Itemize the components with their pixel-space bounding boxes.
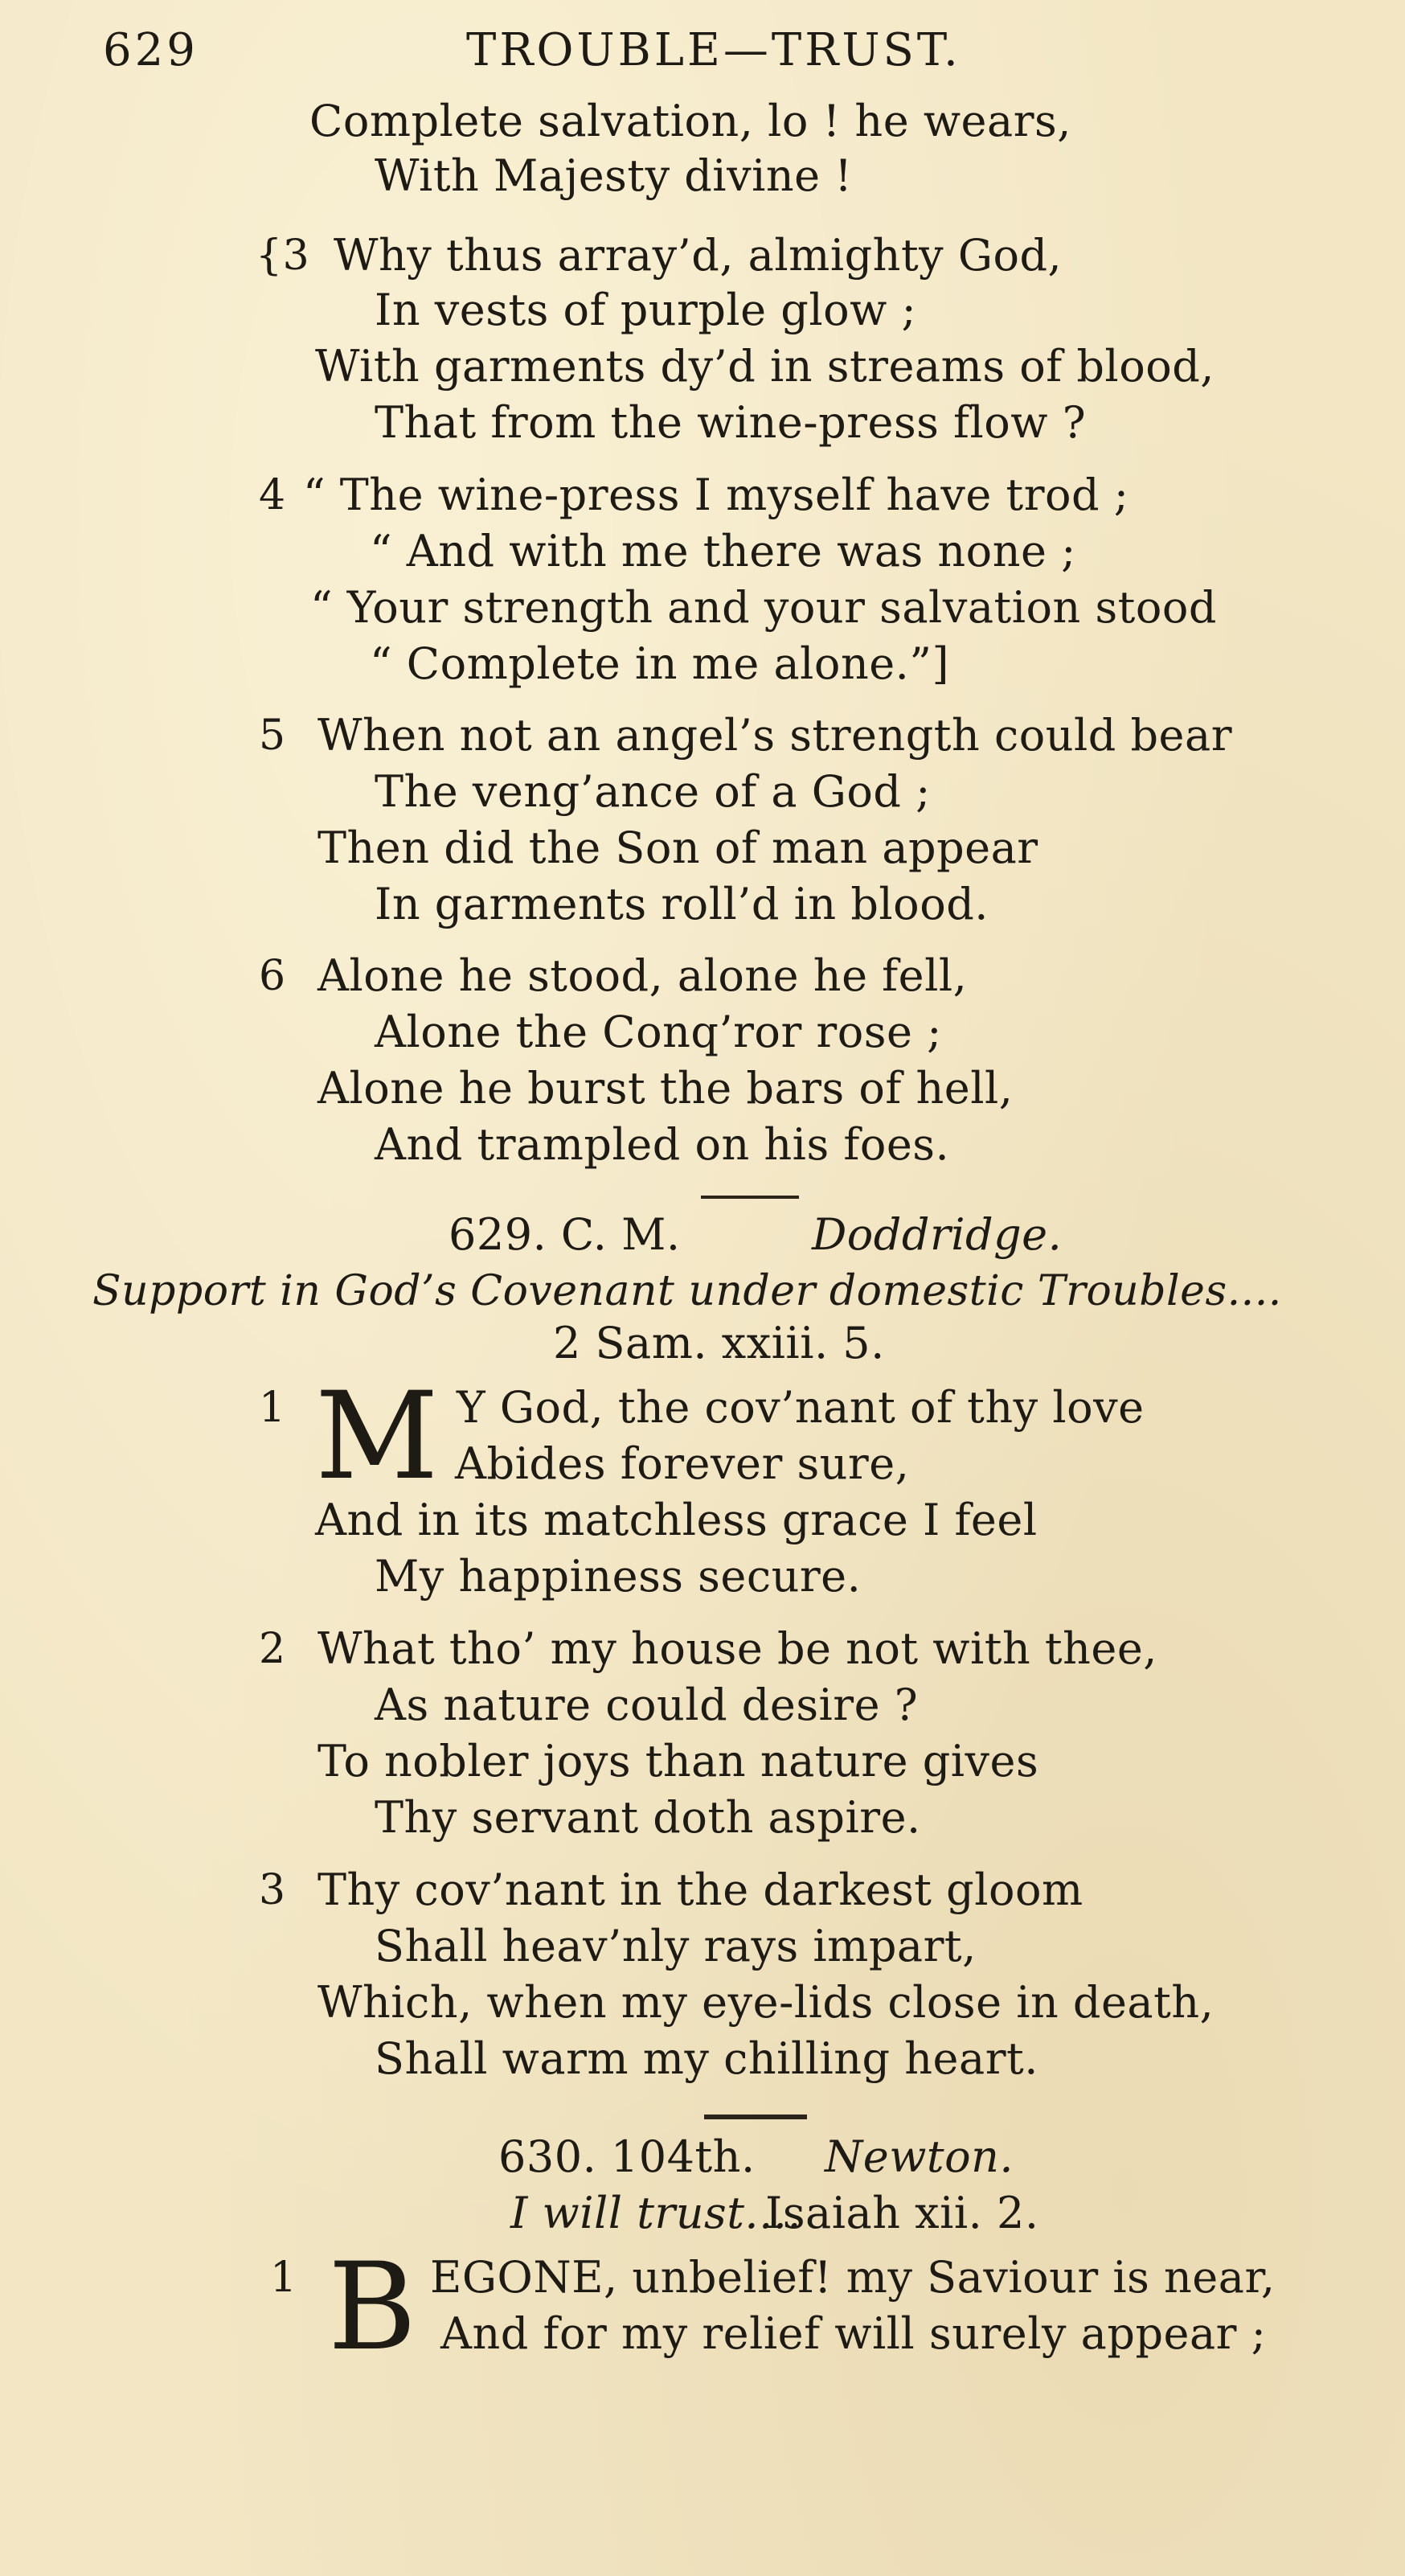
verse-line: Thy servant doth aspire. (375, 1792, 921, 1843)
verse-line: In vests of purple glow ; (375, 285, 917, 335)
page-number: 629 (103, 24, 199, 76)
verse-line: “ And with me there was none ; (370, 526, 1076, 576)
verse-line: Complete salvation, lo ! he wears, (309, 96, 1071, 146)
verse-line: Shall warm my chilling heart. (375, 2033, 1038, 2084)
stanza-number: 1 (270, 2254, 297, 2302)
section-divider (701, 1196, 799, 1199)
hymn-subtitle: I will trust.... (510, 2188, 802, 2238)
verse-line: And for my relief will surely appear ; (440, 2308, 1267, 2359)
verse-line: As nature could desire ? (375, 1680, 919, 1730)
scripture-reference: 2 Sam. xxiii. 5. (553, 1318, 885, 1368)
verse-line: That from the wine-press flow ? (375, 397, 1087, 448)
verse-line: And in its matchless grace I feel (315, 1495, 1038, 1545)
verse-line: Thy cov’nant in the darkest gloom (317, 1864, 1083, 1915)
verse-line: Shall heav’nly rays impart, (375, 1921, 977, 1971)
hymn-heading-number: 630. 104th. (498, 2131, 756, 2182)
hymn-heading-author: Newton. (825, 2131, 1014, 2182)
drop-cap: B (328, 2238, 417, 2377)
stanza-number: 3 (259, 1866, 286, 1914)
stanza-number: {3 (256, 232, 310, 280)
verse-line: EGONE, unbelief! my Saviour is near, (430, 2252, 1276, 2303)
stanza-number: 1 (259, 1384, 286, 1432)
verse-line: “ The wine-press I myself have trod ; (303, 470, 1129, 520)
verse-line: With garments dy’d in streams of blood, (315, 341, 1215, 392)
verse-line: And trampled on his foes. (375, 1119, 950, 1170)
verse-line: “ Your strength and your salvation stood (310, 582, 1217, 633)
hymn-subtitle: Support in God’s Covenant under domestic Troubles.... (92, 1267, 1282, 1315)
verse-line: Abides forever sure, (455, 1438, 910, 1489)
stanza-number: 4 (259, 471, 286, 519)
verse-line: In garments roll’d in blood. (375, 879, 989, 929)
verse-line: My happiness secure. (375, 1551, 862, 1602)
verse-line: “ Complete in me alone.”] (370, 638, 950, 689)
section-divider (704, 2115, 807, 2119)
stanza-number: 2 (259, 1625, 286, 1673)
verse-line: Alone he stood, alone he fell, (317, 950, 968, 1001)
verse-line: The veng’ance of a God ; (375, 766, 931, 817)
drop-cap: M (315, 1367, 439, 1507)
verse-line: Which, when my eye-lids close in death, (317, 1977, 1215, 2028)
verse-line: What tho’ my house be not with thee, (317, 1623, 1157, 1674)
scripture-reference: Isaiah xii. 2. (765, 2188, 1039, 2238)
verse-line: Y God, the cov’nant of thy love (457, 1382, 1145, 1433)
hymn-heading-author: Doddridge. (812, 1209, 1063, 1260)
verse-line: Alone he burst the bars of hell, (317, 1063, 1014, 1114)
stanza-number: 6 (259, 952, 286, 1000)
verse-line: To nobler joys than nature gives (317, 1736, 1039, 1786)
verse-line: When not an angel’s strength could bear (317, 710, 1233, 761)
verse-line: With Majesty divine ! (375, 150, 853, 201)
running-title: TROUBLE—TRUST. (466, 24, 961, 76)
hymn-heading-number: 629. C. M. (449, 1209, 681, 1260)
verse-line: Why thus array’d, almighty God, (334, 230, 1063, 281)
verse-line: Then did the Son of man appear (317, 822, 1038, 873)
verse-line: Alone the Conq’ror rose ; (375, 1007, 942, 1057)
stanza-number: 5 (259, 712, 286, 760)
